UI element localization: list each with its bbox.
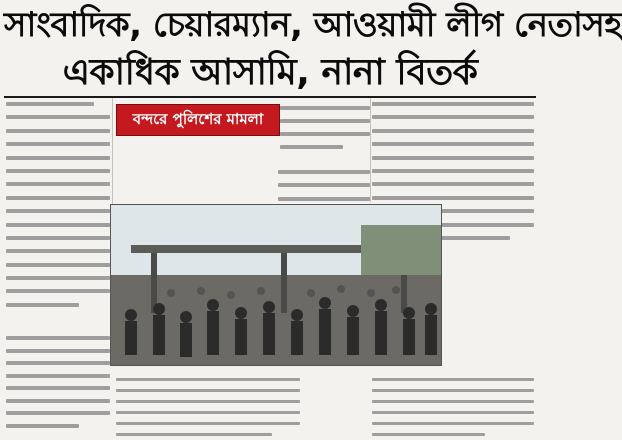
- article-column-1: [6, 98, 110, 332]
- headline-line-2: একাধিক আসামি, নানা বিতর্ক: [62, 52, 478, 93]
- article-column-2-top: [280, 100, 370, 166]
- article-column-1-bottom: [6, 336, 110, 436]
- article-column-2-bottom: [116, 378, 300, 436]
- column-divider: [370, 98, 371, 202]
- headline-line-1: সাংবাদিক, চেয়ারম্যান, আওয়ামী লীগ নেতাসহ: [4, 5, 622, 45]
- news-photo: [110, 204, 442, 366]
- section-tag: বন্দরে পুলিশের মামলা: [116, 104, 280, 136]
- headline: [4, 2, 622, 98]
- article-column-3-bottom: [372, 378, 534, 436]
